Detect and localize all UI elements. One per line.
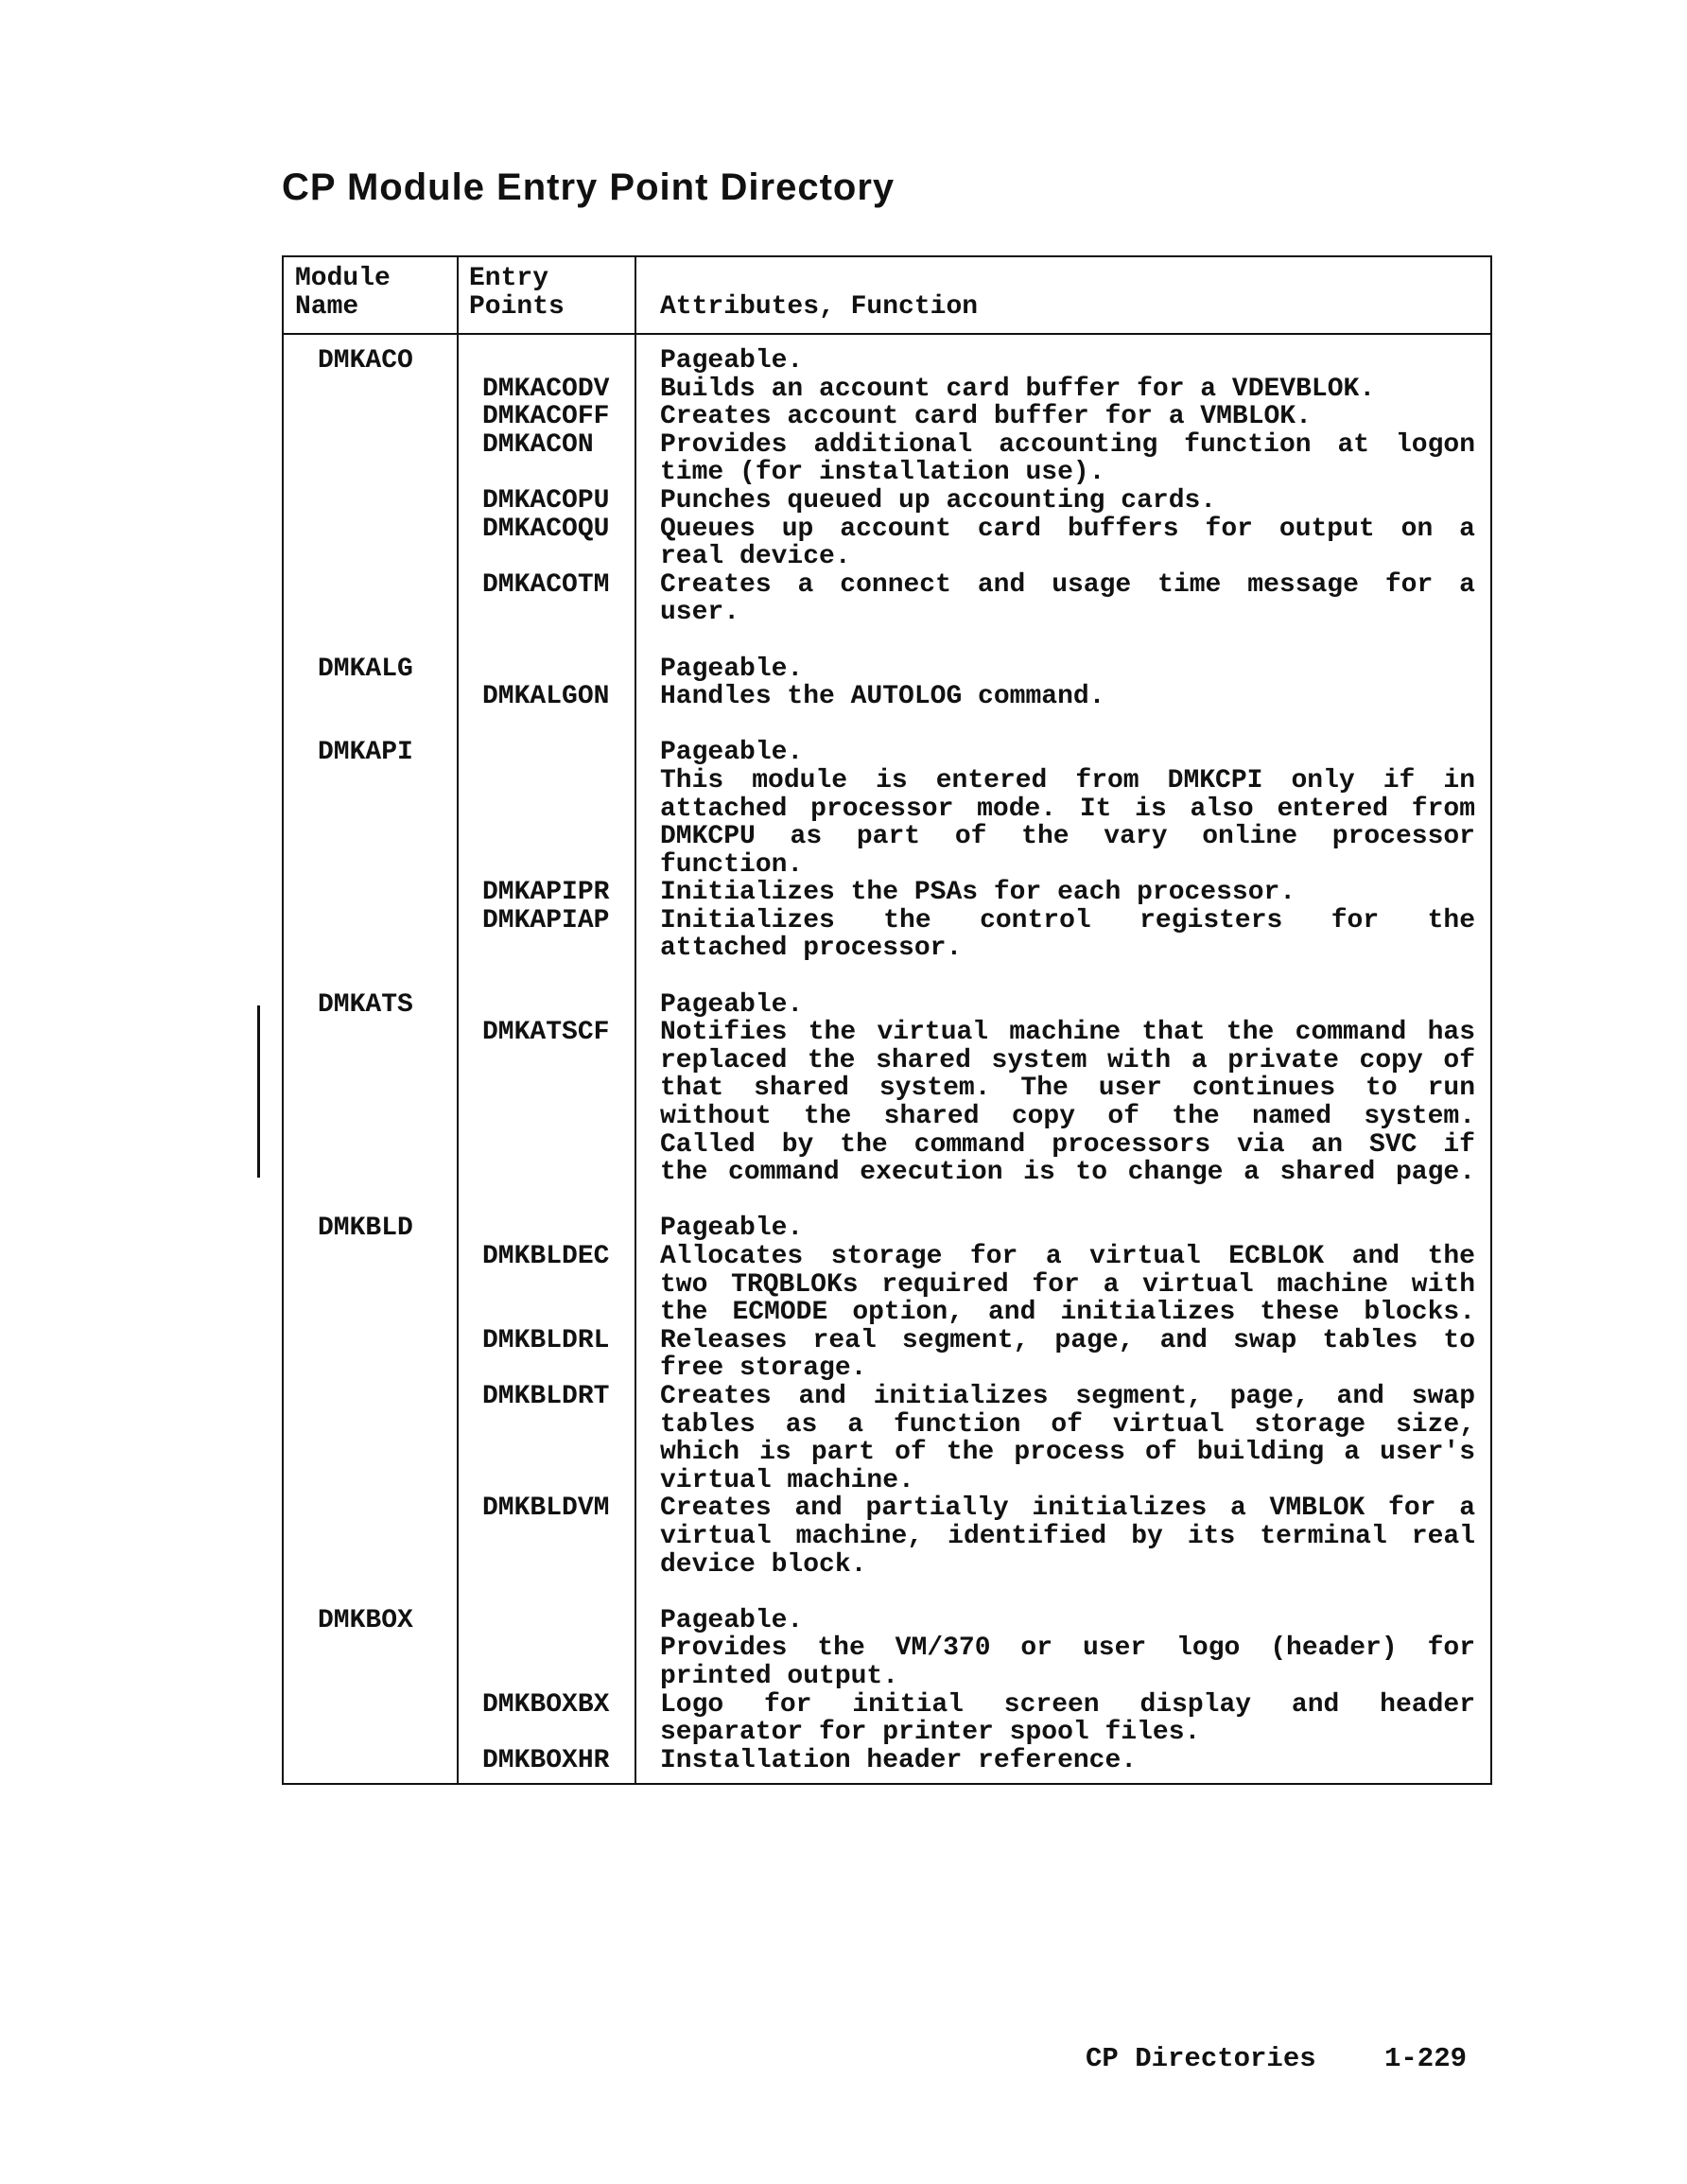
entry-point-cell: DMKBOXHR (482, 1745, 610, 1775)
entry-point-cell: DMKBLDEC (482, 1242, 610, 1271)
entry-point-cell: DMKALGON (482, 682, 610, 712)
table-row (284, 1242, 1490, 1270)
function-description-cell: Punches queued up accounting cards. (660, 485, 1217, 515)
table-row (284, 542, 1490, 570)
function-description-cell: Builds an account card buffer for a VDEVBLOK. (660, 374, 1376, 404)
table-row (284, 655, 1490, 683)
entry-point-cell: DMKACOTM (482, 569, 610, 600)
table-row (284, 1298, 1490, 1326)
function-description-cell: virtual machine. (660, 1465, 914, 1495)
module-name-cell: DMKALG (318, 654, 413, 684)
function-description-cell: Queues up account card buffers for output on a (660, 514, 1475, 544)
function-description-cell: separator for printer spool files. (660, 1718, 1201, 1748)
footer-page-number: 1-229 (1384, 2043, 1468, 2074)
function-description-cell: which is part of the process of building a user's (660, 1438, 1475, 1468)
table-row (284, 878, 1490, 906)
table-row (284, 430, 1490, 459)
module-name-cell: DMKBOX (318, 1605, 413, 1635)
table-row (284, 1270, 1490, 1299)
entry-point-cell: DMKBLDRT (482, 1381, 610, 1411)
table-row (284, 1438, 1490, 1466)
function-description-cell: Initializes the PSAs for each processor. (660, 878, 1296, 908)
table-row (284, 626, 1490, 655)
table-row (284, 346, 1490, 375)
entry-point-table (282, 255, 1492, 1785)
table-row (284, 1158, 1490, 1186)
table-row (284, 1018, 1490, 1046)
footer-section-title: CP Directories (1086, 2043, 1316, 2074)
function-description-cell: Initializes the control registers for the (660, 905, 1475, 935)
entry-point-cell: DMKBOXBX (482, 1689, 610, 1720)
table-row (284, 934, 1490, 962)
table-row (284, 766, 1490, 795)
table-row (284, 795, 1490, 823)
module-name-cell: DMKATS (318, 989, 413, 1020)
function-description-cell: Creates and partially initializes a VMBLOK for a (660, 1494, 1475, 1524)
function-description-cell: Allocates storage for a virtual ECBLOK and the (660, 1242, 1475, 1271)
table-row (284, 1718, 1490, 1746)
function-description-cell: printed output. (660, 1661, 899, 1691)
table-row (284, 1214, 1490, 1242)
table-row (284, 738, 1490, 766)
function-description-cell: that shared system. The user continues to run (660, 1074, 1475, 1104)
function-description-cell: attached processor. (660, 934, 963, 964)
table-row (284, 682, 1490, 710)
header-rule (284, 333, 1490, 335)
function-description-cell: DMKCPU as part of the vary online processor (660, 822, 1475, 852)
function-description-cell: Pageable. (660, 1214, 804, 1244)
function-description-cell: Pageable. (660, 1605, 804, 1635)
function-description-cell: Called by the command processors via an SVC if (660, 1129, 1475, 1160)
function-description-cell: Handles the AUTOLOG command. (660, 682, 1105, 712)
entry-point-cell: DMKAPIPR (482, 878, 610, 908)
table-row (284, 990, 1490, 1019)
entry-point-cell: DMKACODV (482, 374, 610, 404)
table-row (284, 822, 1490, 850)
function-description-cell: function. (660, 849, 804, 880)
table-row (284, 1606, 1490, 1634)
table-row (284, 598, 1490, 626)
table-row (284, 1130, 1490, 1159)
entry-point-cell: DMKACOFF (482, 402, 610, 432)
table-row (284, 402, 1490, 430)
table-row (284, 1662, 1490, 1690)
function-description-cell: tables as a function of virtual storage size, (660, 1409, 1475, 1440)
function-description-cell: without the shared copy of the named system. (660, 1102, 1475, 1132)
entry-point-cell: DMKAPIAP (482, 905, 610, 935)
table-row (284, 710, 1490, 739)
entry-point-cell: DMKBLDVM (482, 1494, 610, 1524)
table-row (284, 1046, 1490, 1075)
table-body (284, 346, 1490, 1773)
table-row (284, 1494, 1490, 1522)
table-row (284, 458, 1490, 486)
table-row (284, 1746, 1490, 1774)
function-description-cell: two TRQBLOKs required for a virtual machine with (660, 1269, 1475, 1300)
table-row (284, 962, 1490, 990)
entry-point-cell: DMKACOQU (482, 514, 610, 544)
table-row (284, 515, 1490, 543)
page-title: CP Module Entry Point Directory (282, 166, 896, 208)
table-row (284, 850, 1490, 879)
table-row (284, 1578, 1490, 1606)
function-description-cell: real device. (660, 542, 851, 572)
function-description-cell: replaced the shared system with a private copy of (660, 1045, 1475, 1075)
function-description-cell: Releases real segment, page, and swap tables to (660, 1325, 1475, 1355)
table-row (284, 1354, 1490, 1382)
module-name-cell: DMKACO (318, 346, 413, 376)
function-description-cell: user. (660, 598, 740, 628)
function-description-cell: Provides additional accounting function at logon (660, 429, 1475, 460)
function-description-cell: attached processor mode. It is also entered from (660, 794, 1475, 824)
table-row (284, 1382, 1490, 1410)
table-row (284, 906, 1490, 935)
function-description-cell: time (for installation use). (660, 458, 1105, 488)
function-description-cell: the command execution is to change a shared page. (660, 1158, 1475, 1188)
function-description-cell: Logo for initial screen display and header (660, 1689, 1475, 1720)
table-row (284, 486, 1490, 515)
header-attributes-function: Attributes, Function (660, 291, 979, 322)
table-row (284, 375, 1490, 403)
function-description-cell: Installation header reference. (660, 1745, 1138, 1775)
function-description-cell: Pageable. (660, 346, 804, 376)
function-description-cell: Provides the VM/370 or user logo (header) for (660, 1634, 1475, 1664)
entry-point-cell: DMKATSCF (482, 1018, 610, 1048)
header-module-name: Module Name (295, 264, 391, 322)
table-row (284, 1410, 1490, 1439)
table-row (284, 1074, 1490, 1102)
function-description-cell: free storage. (660, 1354, 867, 1384)
function-description-cell: device block. (660, 1549, 867, 1580)
table-row (284, 1522, 1490, 1550)
function-description-cell: Notifies the virtual machine that the command has (660, 1018, 1475, 1048)
function-description-cell: virtual machine, identified by its terminal real (660, 1521, 1475, 1551)
module-name-cell: DMKAPI (318, 738, 413, 768)
function-description-cell: This module is entered from DMKCPI only if in (660, 765, 1475, 795)
function-description-cell: Creates account card buffer for a VMBLOK. (660, 402, 1312, 432)
table-row (284, 1550, 1490, 1579)
function-description-cell: Pageable. (660, 989, 804, 1020)
table-row (284, 570, 1490, 599)
header-entry-points: Entry Points (469, 264, 565, 322)
function-description-cell: Creates a connect and usage time message for a (660, 569, 1475, 600)
revision-change-bar (257, 1005, 260, 1178)
entry-point-cell: DMKBLDRL (482, 1325, 610, 1355)
entry-point-cell: DMKACON (482, 429, 594, 460)
entry-point-cell: DMKACOPU (482, 485, 610, 515)
table-row (284, 1690, 1490, 1719)
table-row (284, 1186, 1490, 1214)
function-description-cell: Pageable. (660, 654, 804, 684)
function-description-cell: the ECMODE option, and initializes these blocks. (660, 1298, 1475, 1328)
table-row (284, 1102, 1490, 1130)
table-row (284, 1634, 1490, 1662)
table-row (284, 1326, 1490, 1354)
module-name-cell: DMKBLD (318, 1214, 413, 1244)
function-description-cell: Pageable. (660, 738, 804, 768)
table-row (284, 1466, 1490, 1494)
function-description-cell: Creates and initializes segment, page, and swap (660, 1381, 1475, 1411)
